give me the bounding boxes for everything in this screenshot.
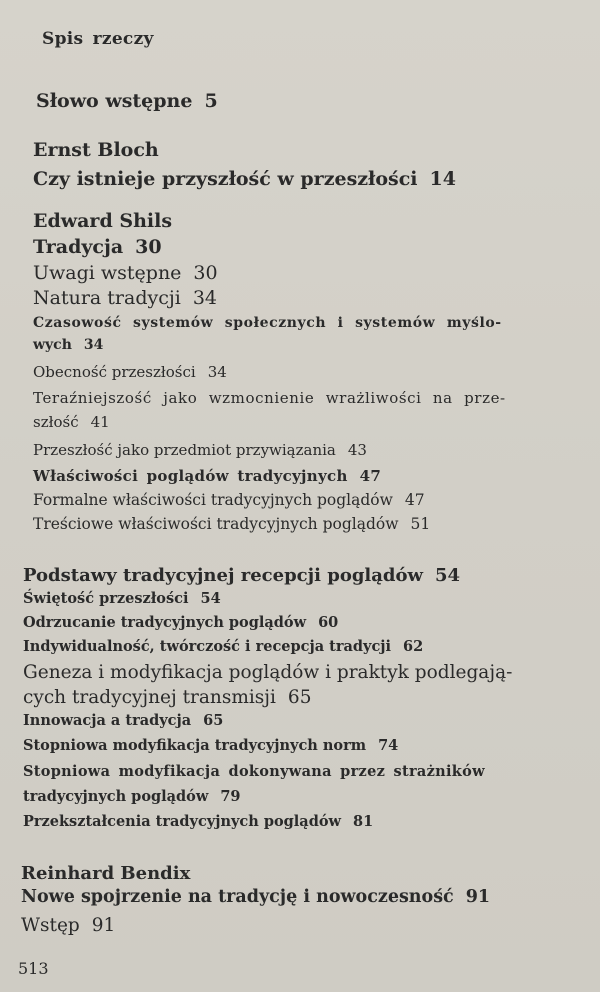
author-name: Reinhard Bendix	[21, 863, 191, 884]
entry-page: 14	[429, 168, 456, 190]
toc-entry-cont	[23, 790, 241, 805]
entry-page: 30	[135, 236, 162, 258]
entry-title: Słowo wstępne	[36, 90, 193, 112]
entry-title: Innowacja a tradycja	[23, 712, 192, 729]
toc-entry	[23, 592, 221, 607]
toc-entry	[33, 443, 367, 458]
entry-page: 34	[192, 287, 218, 309]
entry-title: Nowe spojrzenie na tradycję i nowoczesność	[21, 887, 454, 907]
entry-page: 65	[203, 712, 224, 729]
toc-entry	[33, 517, 430, 533]
toc-entry-line: Czasowość systemów społecznych i systemów myślo-	[33, 315, 502, 331]
entry-title: tradycyjnych poglądów	[23, 788, 209, 805]
entry-page: 30	[193, 262, 218, 284]
entry-title: Obecność przeszłości	[33, 363, 196, 381]
toc-entry-chapter	[33, 238, 162, 257]
page-number: 513	[18, 959, 49, 978]
entry-page: 47	[404, 491, 425, 509]
entry-title: Podstawy tradycyjnej recepcji poglądów	[23, 565, 424, 586]
contents-heading: Spis rzeczy	[42, 29, 154, 49]
toc-entry	[33, 264, 218, 283]
entry-page: 81	[353, 813, 374, 830]
entry-title: Przekształcenia tradycyjnych poglądów	[23, 813, 341, 830]
toc-entry	[23, 640, 423, 655]
entry-title: Treściowe właściwości tradycyjnych poglądów	[33, 515, 399, 533]
entry-title: Świętość przeszłości	[23, 590, 189, 607]
toc-entry-line: Stopniowa modyfikacja dokonywana przez strażników	[23, 763, 485, 780]
entry-page: 62	[403, 638, 424, 655]
entry-title: Uwagi wstępne	[33, 262, 182, 284]
entry-title: Formalne właściwości tradycyjnych poglądów	[33, 491, 393, 509]
toc-entry	[33, 365, 227, 380]
toc-entry	[33, 289, 217, 308]
entry-title: cych tradycyjnej transmisji	[23, 687, 276, 708]
toc-entry-cont	[23, 689, 311, 708]
entry-page: 79	[220, 788, 241, 805]
toc-entry-chapter	[33, 170, 456, 189]
toc-entry-cont	[33, 338, 103, 352]
entry-page: 47	[359, 467, 382, 485]
entry-title: Wstęp	[21, 915, 80, 936]
toc-entry-subheading	[33, 469, 381, 484]
toc-entry-chapter	[23, 567, 460, 585]
entry-title: Natura tradycji	[33, 287, 181, 309]
entry-page: 43	[347, 441, 367, 459]
toc-entry	[23, 739, 398, 754]
entry-title: Właściwości poglądów tradycyjnych	[33, 467, 348, 485]
entry-page: 5	[204, 90, 218, 112]
entry-title: Odrzucanie tradycyjnych poglądów	[23, 614, 307, 631]
toc-entry-chapter	[21, 889, 490, 907]
entry-page: 91	[465, 887, 491, 907]
toc-entry	[21, 917, 115, 936]
entry-title: Przeszłość jako przedmiot przywiązania	[33, 441, 336, 459]
entry-page: 74	[378, 737, 399, 754]
toc-entry-intro	[36, 92, 218, 111]
entry-page: 91	[91, 915, 116, 936]
entry-page: 54	[435, 565, 461, 586]
toc-entry	[23, 815, 373, 830]
toc-entry-line: Teraźniejszość jako wzmocnienie wrażliwości na prze-	[33, 389, 506, 407]
author-name: Edward Shils	[33, 210, 173, 232]
entry-title: Tradycja	[33, 236, 124, 258]
entry-title: wych	[33, 337, 72, 353]
entry-page: 51	[410, 515, 431, 533]
entry-title: Stopniowa modyfikacja tradycyjnych norm	[23, 737, 367, 754]
entry-page: 34	[207, 363, 227, 381]
entry-title: szłość	[33, 413, 79, 431]
entry-title: Czy istnieje przyszłość w przeszłości	[33, 168, 418, 190]
entry-page: 54	[200, 590, 221, 607]
entry-page: 41	[90, 413, 110, 431]
toc-entry	[23, 714, 223, 729]
entry-page: 60	[318, 614, 339, 631]
toc-entry-line: Geneza i modyfikacja poglądów i praktyk podlegają-	[23, 662, 513, 683]
toc-entry	[33, 493, 425, 509]
entry-page: 34	[83, 337, 104, 353]
entry-title: Indywidualność, twórczość i recepcja tradycji	[23, 638, 392, 655]
toc-entry-cont	[33, 415, 110, 430]
entry-page: 65	[287, 687, 312, 708]
author-name: Ernst Bloch	[33, 139, 159, 161]
toc-entry	[23, 616, 338, 631]
